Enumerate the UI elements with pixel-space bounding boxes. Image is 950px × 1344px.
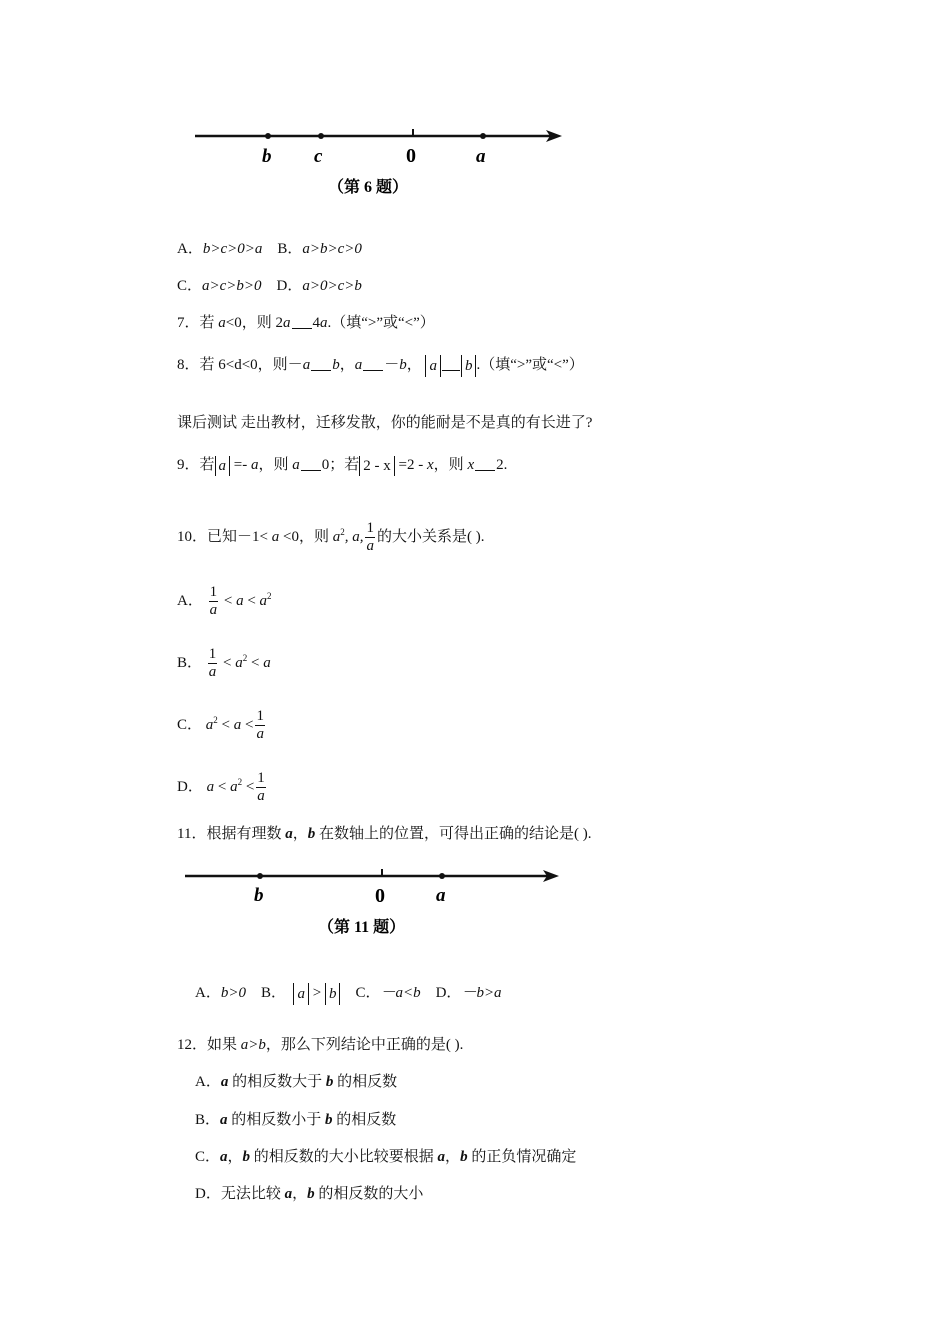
label-zero: 0	[375, 885, 385, 907]
q10-var: a	[332, 529, 341, 545]
label-a: a	[476, 146, 486, 167]
point-c	[318, 133, 324, 139]
q10-option-d[interactable]: D． $a < a^2$ < $\frac{1}{a}$	[177, 770, 265, 805]
section-title: 课后测试	[177, 415, 238, 431]
q8-var: a	[354, 357, 363, 373]
question-number: 9．	[177, 457, 200, 473]
q9-text: ，则	[258, 457, 293, 473]
question-7	[177, 313, 435, 333]
q11-text: 根据有理数	[206, 826, 286, 842]
q7-var: a	[283, 315, 291, 331]
answer-blank[interactable]	[292, 314, 312, 329]
option-label: B．	[177, 655, 203, 671]
answer-blank[interactable]	[301, 456, 321, 471]
abs-b: b	[461, 355, 477, 377]
label-c: c	[314, 146, 323, 167]
option-c[interactable]: C．－a<b	[355, 985, 421, 1001]
question-number: 10．	[177, 529, 208, 545]
option-c-label[interactable]: C．	[177, 278, 203, 294]
q9-text: =2 -	[398, 457, 427, 473]
question-number: 8．	[177, 357, 200, 373]
q10-option-c[interactable]: C． $a^2 < a$ < $\frac{1}{a}$	[177, 708, 264, 743]
section-subtitle: 走出教材，迁移发散，你的能耐是不是真的有长进了?	[240, 415, 593, 431]
q10-text: 的大小关系是( ).	[376, 529, 485, 545]
question-9	[177, 452, 507, 478]
question-number: 12．	[177, 1037, 208, 1053]
q11-text: 在数轴上的位置，可得出正确的结论是( ).	[315, 826, 592, 842]
question-11	[177, 824, 591, 844]
question-number: 11．	[177, 826, 207, 842]
section-header	[177, 413, 592, 433]
option-c-text[interactable]: a>c>b>0	[202, 278, 262, 294]
fraction-one-over-a: $\frac{1}{a}$	[256, 708, 264, 743]
q9-var: a	[251, 457, 259, 473]
label-zero: 0	[406, 145, 416, 167]
q10-text: <0，则	[279, 529, 333, 545]
abs-a: a	[215, 456, 231, 476]
q12-text: 如果	[207, 1037, 241, 1053]
fraction-one-over-a: $\frac{1}{a}$	[209, 584, 218, 619]
point-a	[439, 873, 445, 879]
option-label: D．	[177, 779, 203, 795]
q10-option-a[interactable]: A． $\frac{1}{a}$ < $a < a^2$	[177, 584, 272, 619]
q11-options	[195, 978, 502, 1008]
q9-text: 若	[199, 457, 215, 473]
q12-option-d[interactable]: D．无法比较 a，b 的相反数的大小	[195, 1186, 424, 1202]
q6-options-row-1	[177, 239, 362, 259]
fraction-one-over-a: $\frac{1}{a}$	[366, 520, 374, 555]
answer-blank[interactable]	[442, 356, 460, 371]
q7-var: a	[218, 315, 226, 331]
q8-var: b	[399, 357, 407, 373]
abs-2-minus-x: 2 - x	[359, 456, 395, 476]
q12-text: ，那么下列结论中正确的是( ).	[265, 1037, 464, 1053]
q8-text: 若 6<d<0，则－	[199, 357, 303, 373]
q6-options-row-2	[177, 276, 362, 296]
q9-text: =-	[233, 457, 251, 473]
q8-var: a	[302, 357, 311, 373]
option-b-label[interactable]: B．	[277, 241, 303, 257]
answer-blank[interactable]	[475, 456, 495, 471]
q10-var: a	[271, 529, 280, 545]
question-8	[177, 352, 584, 378]
figure-caption: （第 11 题）	[318, 919, 406, 936]
q10-var: , a,	[344, 529, 364, 545]
answer-blank[interactable]	[363, 356, 383, 371]
figure-caption: （第 6 题）	[328, 179, 409, 196]
q12-option-c[interactable]: C．a，b 的相反数的大小比较要根据 a，b 的正负情况确定	[195, 1149, 577, 1165]
q10-option-b[interactable]: B． $\frac{1}{a}$ < $a^2 < a$	[177, 646, 271, 681]
q8-text: .（填“>”或“<”）	[476, 357, 584, 373]
q8-var: b	[332, 357, 340, 373]
q12-option-a[interactable]: A．a 的相反数大于 b 的相反数	[195, 1074, 398, 1090]
q11-text: ，	[292, 826, 308, 842]
option-b[interactable]: B． a > b	[261, 985, 340, 1001]
fraction-one-over-a: $\frac{1}{a}$	[257, 770, 265, 805]
option-a-text[interactable]: b>c>0>a	[202, 241, 263, 257]
label-a: a	[436, 885, 446, 906]
fraction-one-over-a: $\frac{1}{a}$	[208, 646, 217, 681]
option-a-label[interactable]: A．	[177, 241, 203, 257]
option-d-label[interactable]: D．	[276, 278, 303, 294]
number-line-figure-6	[190, 122, 570, 202]
question-10	[177, 512, 484, 557]
q7-text: 4	[312, 315, 320, 331]
q8-text: ，	[406, 357, 422, 373]
number-line-figure-11	[180, 862, 570, 942]
q9-text: 2.	[496, 457, 508, 473]
q7-var: a	[320, 315, 328, 331]
question-12	[177, 1035, 463, 1055]
q12-var: a>b	[240, 1037, 266, 1053]
q11-var: a	[285, 826, 293, 842]
answer-blank[interactable]	[311, 356, 331, 371]
q7-text: 若	[199, 315, 219, 331]
abs-a: a	[425, 355, 441, 377]
point-b	[257, 873, 263, 879]
q11-var: b	[307, 826, 316, 842]
q9-var: x	[427, 457, 434, 473]
option-label: C．	[177, 717, 203, 733]
question-number: 7．	[177, 315, 200, 331]
exponent: 2	[340, 527, 345, 537]
q7-text: <0，则 2	[225, 315, 283, 331]
q7-text: .（填“>”或“<”）	[327, 315, 435, 331]
option-a[interactable]: A．b>0	[195, 985, 246, 1001]
q8-text: ，	[339, 357, 355, 373]
q9-var: a	[292, 457, 300, 473]
option-d-text[interactable]: a>0>c>b	[302, 278, 362, 294]
point-a	[480, 133, 486, 139]
option-b-text[interactable]: a>b>c>0	[302, 241, 362, 257]
q9-var: x	[467, 457, 475, 473]
label-b: b	[254, 885, 264, 906]
q12-option-b[interactable]: B．a 的相反数小于 b 的相反数	[195, 1112, 397, 1128]
q10-text: 已知－1<	[207, 529, 272, 545]
q9-text: ，则	[433, 457, 468, 473]
q8-text: －	[384, 357, 400, 373]
point-b	[265, 133, 271, 139]
option-label: A．	[177, 593, 203, 609]
option-d[interactable]: D．－b>a	[435, 985, 502, 1001]
q9-text: 0；若	[321, 457, 360, 473]
label-b: b	[262, 146, 272, 167]
